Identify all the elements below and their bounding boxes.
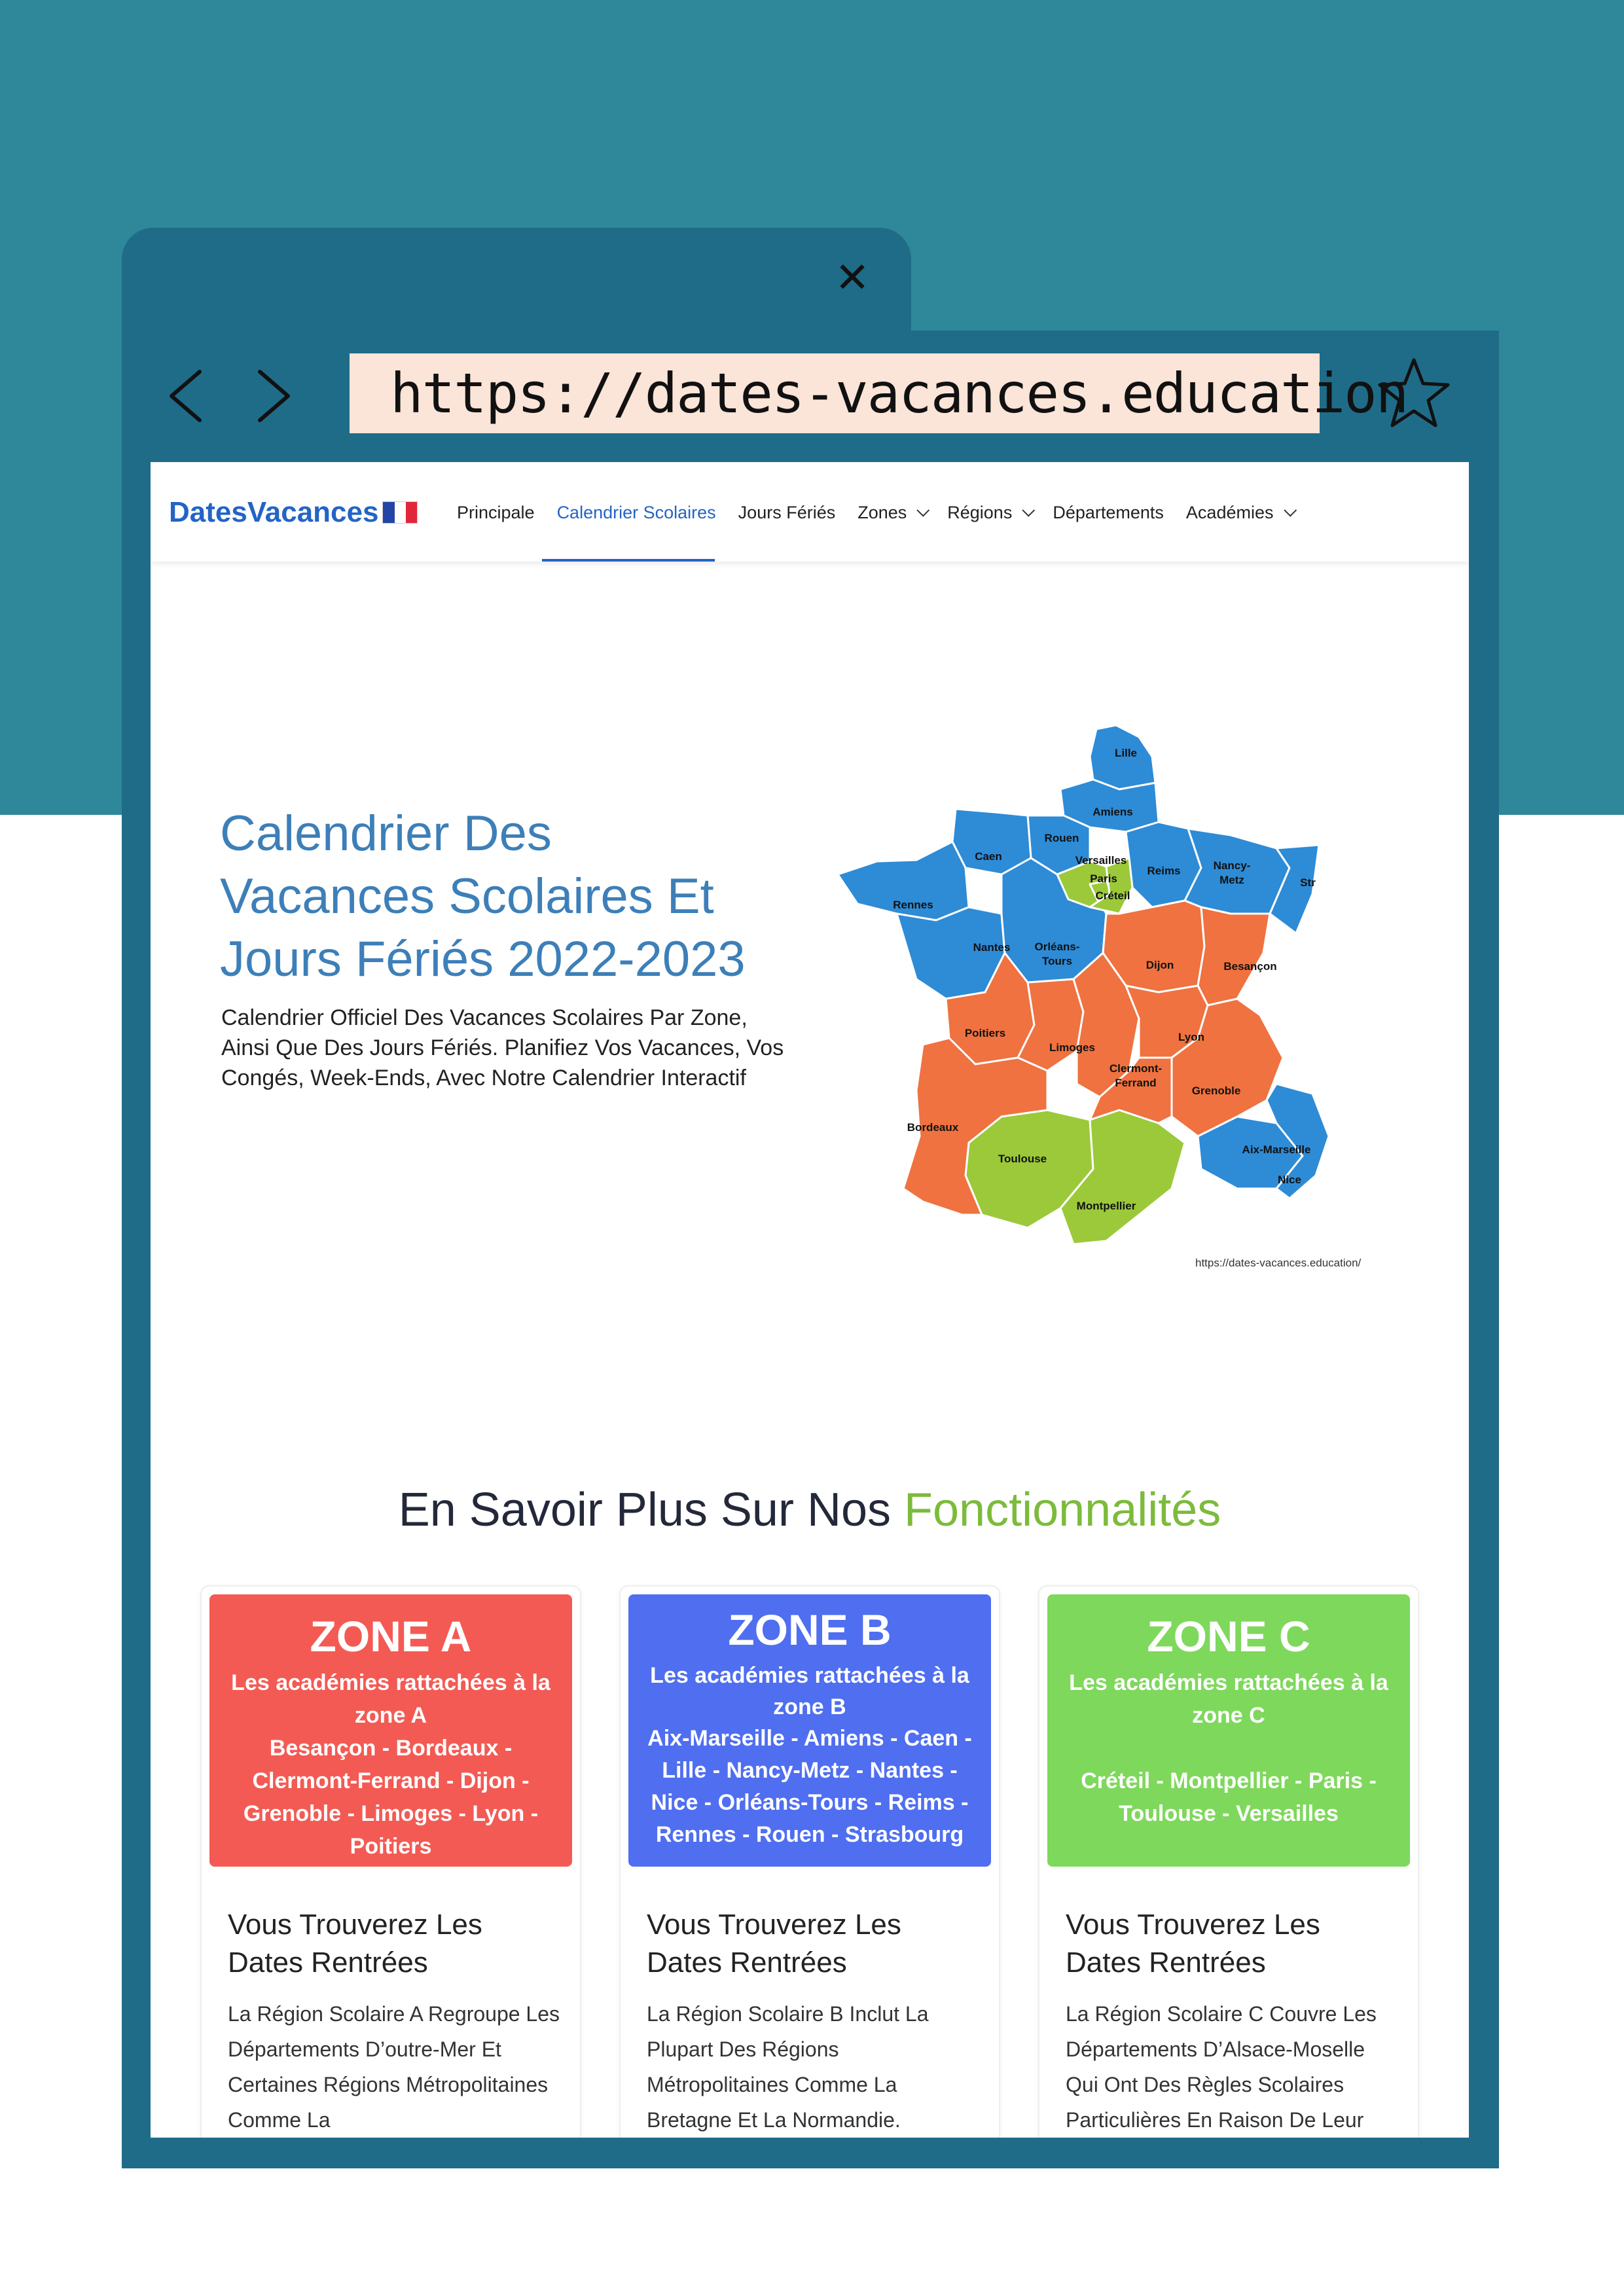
zone-a-academies: Besançon - Bordeaux - Clermont-Ferrand - Dijon - Grenoble - Limoges - Lyon - Poitiers: [243, 1736, 539, 1859]
map-label-versailles: Versailles: [1075, 854, 1127, 867]
site-logo[interactable]: [169, 496, 418, 529]
french-flag-icon: [382, 501, 418, 524]
nav-zones[interactable]: Zones: [857, 503, 925, 523]
chevron-down-icon: [1022, 503, 1036, 516]
map-label-tours: Tours: [1042, 955, 1072, 967]
map-label-orleans: Orléans-: [1034, 941, 1080, 953]
map-label-nancy: Nancy-: [1213, 859, 1251, 872]
bookmark-star-icon[interactable]: [1375, 355, 1453, 433]
map-label-creteil: Créteil: [1095, 889, 1130, 902]
map-label-rennes: Rennes: [893, 899, 933, 911]
map-label-limoges: Limoges: [1049, 1041, 1095, 1054]
nav-regions[interactable]: Régions: [947, 503, 1030, 523]
nav-principale[interactable]: Principale: [457, 503, 535, 522]
map-label-nantes: Nantes: [973, 941, 1011, 954]
zone-b-academies: Aix-Marseille - Amiens - Caen - Lille - Nancy-Metz - Nantes - Nice - Orléans-Tours - Reims - Rennes - Rouen - Strasbourg: [647, 1726, 972, 1847]
main-menu: [457, 503, 1314, 523]
nav-academies[interactable]: Académies: [1186, 503, 1292, 523]
active-tab-indicator: [542, 559, 715, 562]
map-label-bordeaux: Bordeaux: [907, 1121, 959, 1134]
zone-b-text: La Région Scolaire B Inclut La Plupart Des Régions Métropolitaines Comme La Bretagne Et La Normandie.: [647, 2002, 929, 2132]
address-bar[interactable]: [350, 353, 1408, 433]
nav-calendrier-scolaires[interactable]: Calendrier Scolaires: [556, 503, 716, 522]
map-label-amiens: Amiens: [1092, 806, 1133, 818]
url-text[interactable]: https://dates-vacances.education: [390, 361, 1408, 425]
map-label-rouen: Rouen: [1044, 832, 1079, 844]
map-label-lille: Lille: [1114, 747, 1138, 759]
map-label-paris: Paris: [1090, 872, 1117, 885]
zone-c-card[interactable]: [1038, 1585, 1419, 2138]
features-title: En Savoir Plus Sur Nos Fonctionnalités: [398, 1484, 1221, 1536]
zone-b-description: Les académies rattachées à la zone B: [650, 1663, 969, 1719]
zone-c-title: ZONE C: [1147, 1612, 1310, 1660]
zone-b-title: ZONE B: [728, 1605, 892, 1654]
map-label-nice: Nice: [1278, 1174, 1301, 1186]
zone-c-heading: Vous Trouverez Les Dates Rentrées: [1066, 1909, 1320, 1979]
zone-b-heading: Vous Trouverez Les Dates Rentrées: [647, 1909, 901, 1979]
map-label-reims: Reims: [1147, 865, 1181, 877]
map-label-besancon: Besançon: [1223, 960, 1277, 973]
zone-c-text: La Région Scolaire C Couvre Les Départements D’Alsace-Moselle Qui Ont Des Règles Scolaires Particulières En Raison De Leur: [1066, 2002, 1377, 2132]
web-page: [151, 462, 1469, 2138]
map-region-besancon: [1198, 907, 1270, 1005]
zone-a-title: ZONE A: [310, 1612, 472, 1660]
map-label-lyon: Lyon: [1178, 1031, 1204, 1043]
map-label-toulouse: Toulouse: [998, 1153, 1047, 1165]
zone-c-description: Les académies rattachées à la zone C: [1069, 1670, 1388, 1728]
map-label-clermont: Clermont-: [1109, 1062, 1163, 1075]
zone-c-academies: Créteil - Montpellier - Paris - Toulouse - Versailles: [1081, 1768, 1377, 1826]
hero-subtitle: Calendrier Officiel Des Vacances Scolaires Par Zone, Ainsi Que Des Jours Fériés. Planifiez Vos Vacances, Vos Congés, Week-Ends, Avec Notre Calendrier Interactif: [221, 1005, 784, 1090]
zone-c-header: [1047, 1594, 1410, 1867]
map-label-metz: Metz: [1219, 874, 1244, 886]
browser-tab[interactable]: [122, 228, 911, 346]
map-label-grenoble: Grenoble: [1191, 1085, 1241, 1097]
map-label-aix-marseille: Aix-Marseille: [1242, 1143, 1311, 1156]
chevron-down-icon: [917, 503, 930, 516]
zone-a-header: [209, 1594, 572, 1867]
chevron-down-icon: [1284, 503, 1297, 516]
zone-b-header: [628, 1594, 991, 1867]
map-label-ferrand: Ferrand: [1115, 1077, 1157, 1089]
map-credit: https://dates-vacances.education/: [1195, 1257, 1362, 1269]
forward-arrow-icon[interactable]: [250, 367, 296, 425]
nav-jours-feries[interactable]: Jours Fériés: [738, 503, 836, 522]
zone-a-text: La Région Scolaire A Regroupe Les Départements D’outre-Mer Et Certaines Régions Métropolitaines Comme La: [228, 2002, 560, 2132]
logo-text: DatesVacances: [169, 496, 379, 528]
map-label-dijon: Dijon: [1146, 959, 1174, 971]
zone-a-card[interactable]: [200, 1585, 581, 2138]
back-arrow-icon[interactable]: [164, 367, 209, 425]
map-label-strasbourg: Str: [1300, 876, 1316, 889]
zone-a-description: Les académies rattachées à la zone A: [231, 1670, 550, 1728]
nav-departements[interactable]: Départements: [1053, 503, 1164, 522]
zone-b-card[interactable]: [619, 1585, 1000, 2138]
close-icon[interactable]: ✕: [835, 254, 870, 302]
france-zones-map: [831, 717, 1368, 1293]
hero-title: Calendrier Des Vacances Scolaires Et Jours Fériés 2022-2023: [220, 806, 746, 987]
map-label-caen: Caen: [975, 850, 1002, 863]
zone-a-heading: Vous Trouverez Les Dates Rentrées: [228, 1909, 482, 1979]
map-label-montpellier: Montpellier: [1076, 1200, 1136, 1212]
site-navbar: [151, 462, 1469, 562]
map-label-poitiers: Poitiers: [964, 1027, 1006, 1039]
